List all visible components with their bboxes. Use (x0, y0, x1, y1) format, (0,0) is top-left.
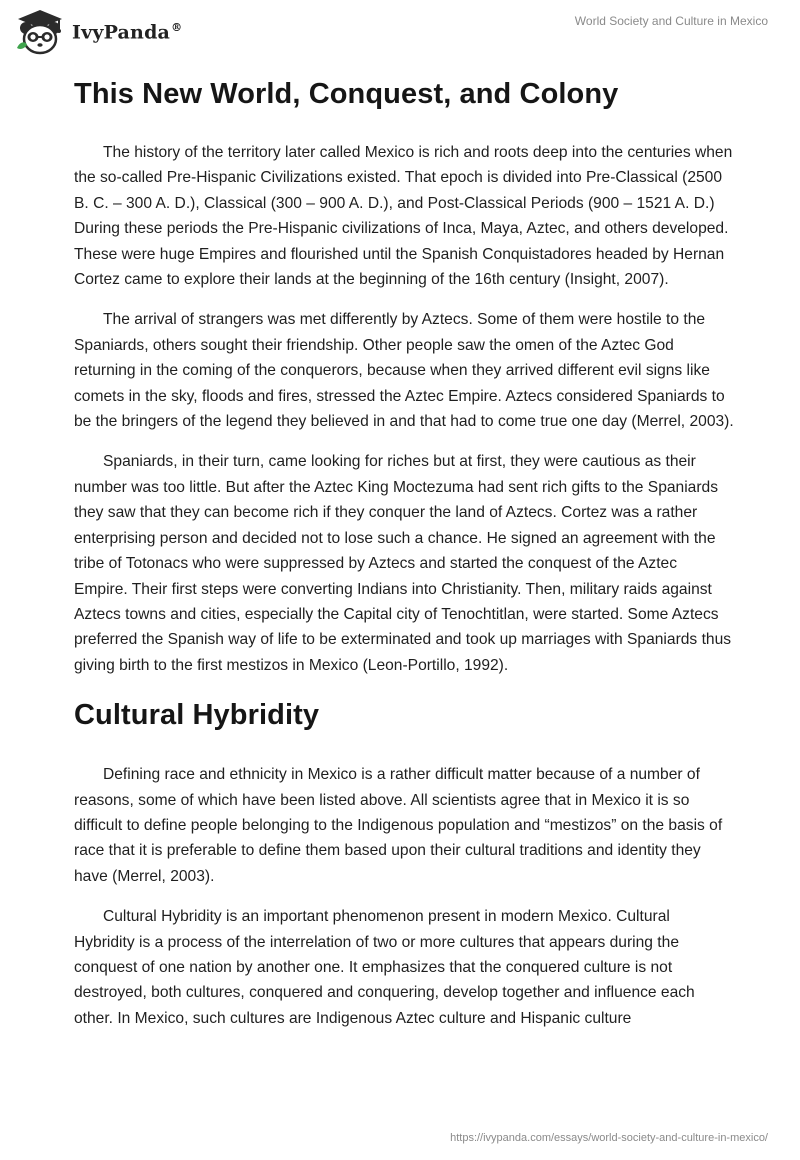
section-heading-cultural-hybridity: Cultural Hybridity (74, 699, 320, 732)
document-title: World Society and Culture in Mexico (574, 14, 768, 28)
brand-name: IvyPanda® (72, 20, 183, 44)
essay-content (74, 72, 734, 1046)
page-header (0, 0, 800, 64)
source-url-link[interactable]: https://ivypanda.com/essays/world-society-and-culture-in-mexico/ (450, 1132, 768, 1144)
paragraph: Spaniards, in their turn, came looking for riches but at first, they were cautious as their number was too little. But after the Aztec King Moctezuma had sent rich gifts to the Spaniards they saw that they can become rich if they conquer the land of Aztecs. Cortez was a rather enterprising person and decided not to lose such a chance. He signed an agreement with the tribe of Totonacs who were suppressed by Aztecs and started the conquest of the Aztec Empire. Their first steps were converting Indians into Christianity. Then, military raids against Aztecs towns and cities, especially the Capital city of Tenochtitlan, were started. Some Aztecs preferred the Spanish way of life to be exterminated and took up marriages with Spaniards thus giving birth to the first mestizos in Mexico (Leon-Portillo, 1992). (74, 453, 732, 674)
paragraph: The arrival of strangers was met differently by Aztecs. Some of them were hostile to the Spaniards, others sought their friendship. Other people saw the omen of the Aztec God returning in the coming of the conquerors, because when they arrived different evil signs like comets in the sky, floods and fires, stressed the Aztec Empire. Aztecs considered Spaniards to be the bringers of the legend they believed in and that had to come true one day (Merrel, 2003). (74, 311, 734, 431)
paragraph: Defining race and ethnicity in Mexico is a rather difficult matter because of a number of reasons, some of which have been listed above. All scientists agree that in Mexico it is so difficult to define people belonging to the Indigenous population and “mestizos” on the basis of race that it is preferable to define them based upon their cultural traditions and identity they have (Merrel, 2003). (74, 766, 723, 885)
panda-graduate-icon (14, 8, 66, 56)
section-heading-conquest: This New World, Conquest, and Colony (74, 78, 619, 110)
ivypanda-logo[interactable] (14, 8, 182, 56)
paragraph: The history of the territory later called Mexico is rich and roots deep into the centuries when the so-called Pre-Hispanic Civilizations existed. That epoch is divided into Pre-Classical (2500 B. C. – 300 A. D.), Classical (300 – 900 A. D.), and Post-Classical Periods (900 – 1521 A. D.) During these periods the Pre-Hispanic civilizations of Inca, Maya, Aztec, and others developed. These were huge Empires and flourished until the Spanish Conquistadores headed by Hernan Cortez came to explore their lands at the beginning of the 16th century (Insight, 2007). (74, 144, 733, 289)
paragraph: Cultural Hybridity is an important phenomenon present in modern Mexico. Cultural Hybridity is a process of the interrelation of two or more cultures that appears during the conquest of one nation by another one. It emphasizes that the conquered culture is not destroyed, both cultures, conquered and conquering, develop together and influence each other. In Mexico, such cultures are Indigenous Aztec culture and Hispanic culture (74, 908, 695, 1027)
